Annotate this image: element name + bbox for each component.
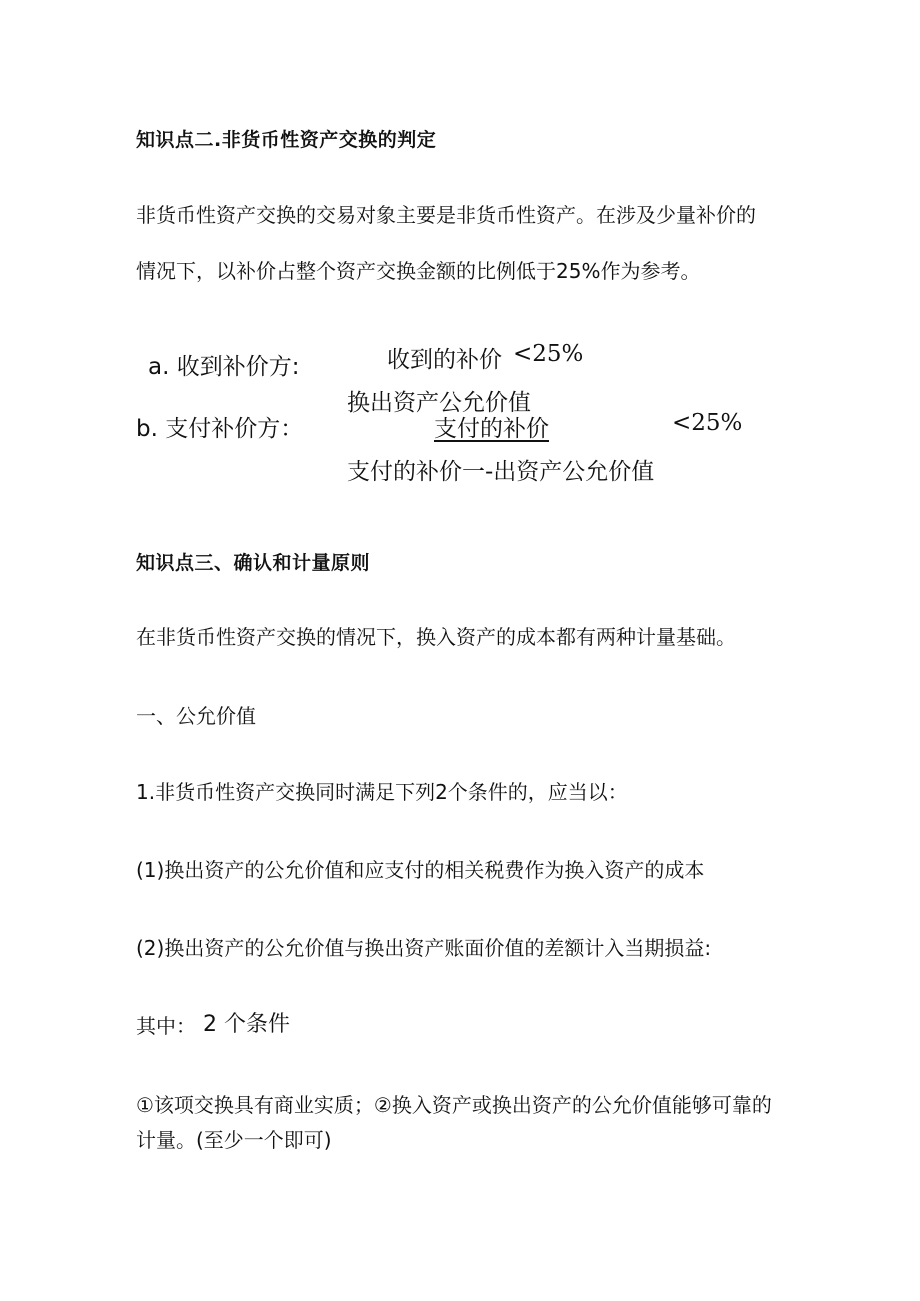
formula-a-label: a. 收到补价方: xyxy=(148,354,300,380)
section-2-paragraph-line-1: 非货币性资产交换的交易对象主要是非货币性资产。在涉及少量补价的 xyxy=(136,203,756,227)
conditions-count: 2 个条件 xyxy=(203,1012,290,1037)
conditions-line-2: 计量。(至少一个即可) xyxy=(136,1128,332,1152)
formula-b-label: b. 支付补价方： xyxy=(136,416,304,442)
formula-b-numerator: 支付的补价 xyxy=(434,416,549,442)
formula-a-numerator: 收到的补价 xyxy=(387,347,502,373)
formula-a-denominator: 换出资产公允价值 xyxy=(347,390,531,416)
section-3-intro: 在非货币性资产交换的情况下，换入资产的成本都有两种计量基础。 xyxy=(136,625,736,649)
conditions-line-1: ①该项交换具有商业实质；②换入资产或换出资产的公允价值能够可靠的 xyxy=(136,1093,772,1117)
item-1-1: (1)换出资产的公允价值和应支付的相关税费作为换入资产的成本 xyxy=(136,858,705,882)
section-3-heading: 知识点三、确认和计量原则 xyxy=(136,552,371,574)
section-2-paragraph-line-2: 情况下，以补价占整个资产交换金额的比例低于25%作为参考。 xyxy=(136,259,701,283)
item-1-2: (2)换出资产的公允价值与换出资产账面价值的差额计入当期损益: xyxy=(136,936,712,960)
formula-b-denominator: 支付的补价一-出资产公允价值 xyxy=(347,459,655,485)
formula-b-compare: <25% xyxy=(672,410,743,436)
formula-a-compare: <25% xyxy=(513,341,584,367)
conditions-label: 其中： xyxy=(136,1014,196,1038)
section-2-heading: 知识点二.非货币性资产交换的判定 xyxy=(136,129,437,151)
item-1: 1.非货币性资产交换同时满足下列2个条件的，应当以： xyxy=(136,780,628,804)
fair-value-subheading: 一、公允价值 xyxy=(136,704,256,728)
